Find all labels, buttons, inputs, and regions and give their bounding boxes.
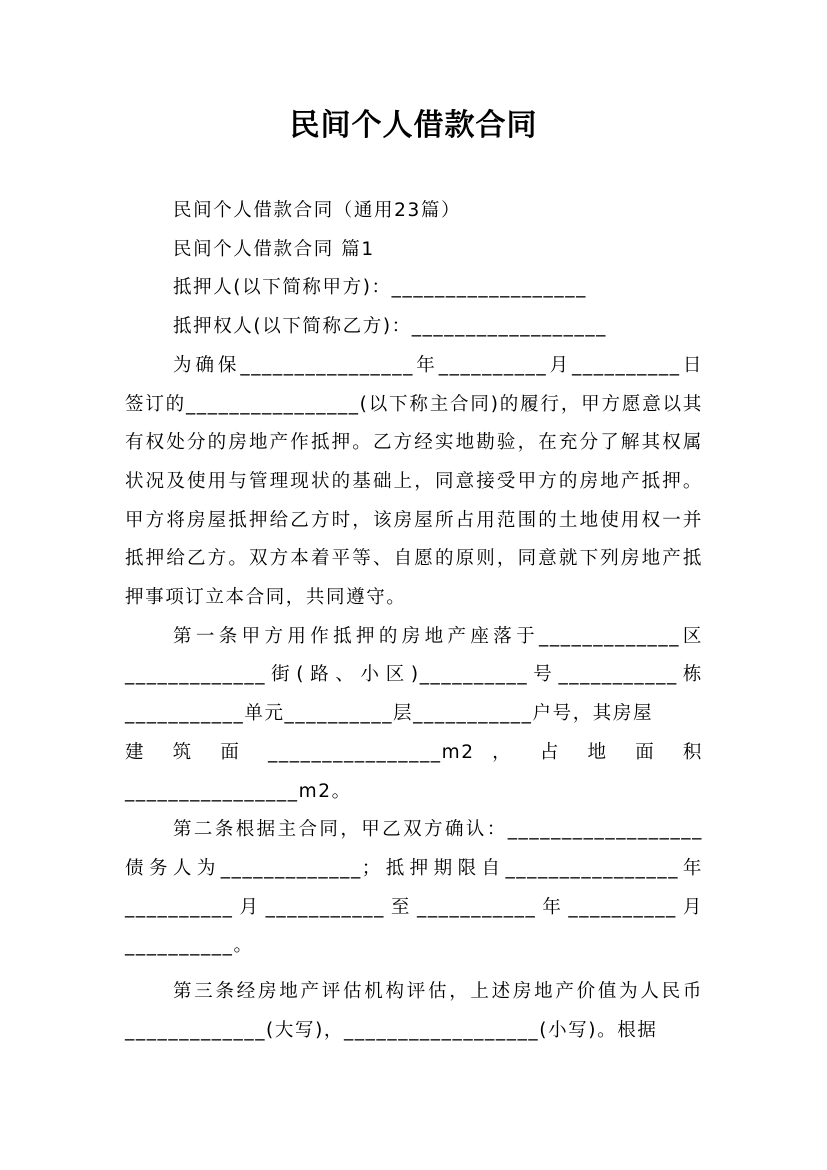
clause-3-paragraph: 第三条经房地产评估机构评估，上述房地产价值为人民币_____________(大写)，__________________(小写)。根据: [125, 981, 703, 1041]
document-title: 民间个人借款合同: [289, 108, 538, 143]
heading-collection: 民间个人借款合同（通用23篇）: [173, 200, 462, 221]
mortgagor-line: 抵押人(以下简称甲方)：__________________: [173, 277, 587, 299]
clause-2-paragraph: 第二条根据主合同，甲乙双方确认：__________________债务人为_____________；抵押期限自________________年__________月___________至___________年__________月__________。: [125, 819, 703, 957]
document-body: [125, 192, 703, 1050]
clause-1-area-end: ________________m2。: [125, 780, 352, 802]
mortgagee-line: 抵押权人(以下简称乙方)：__________________: [173, 316, 608, 338]
clause-1-area-line: 建 筑 面 ________________m2 ， 占 地 面 积: [125, 741, 703, 763]
heading-article-1: 民间个人借款合同 篇1: [173, 238, 375, 260]
clause-1-paragraph: 第一条甲方用作抵押的房地产座落于_____________区_____________街(路、小区)__________号___________栋___________单元__________层___________户号，其房屋: [125, 625, 703, 725]
preamble-paragraph: 为确保________________年__________月__________日签订的________________(以下称主合同)的履行，甲方愿意以其有权处分的房地产作抵押。乙方经实地勘验，在充分了解其权属状况及使用与管理现状的基础上，同意接受甲方的房地产抵押。甲方将房屋抵押给乙方时，该房屋所占用范围的土地使用权一并抵押给乙方。双方本着平等、自愿的原则，同意就下列房地产抵押事项订立本合同，共同遵守。: [125, 354, 703, 609]
